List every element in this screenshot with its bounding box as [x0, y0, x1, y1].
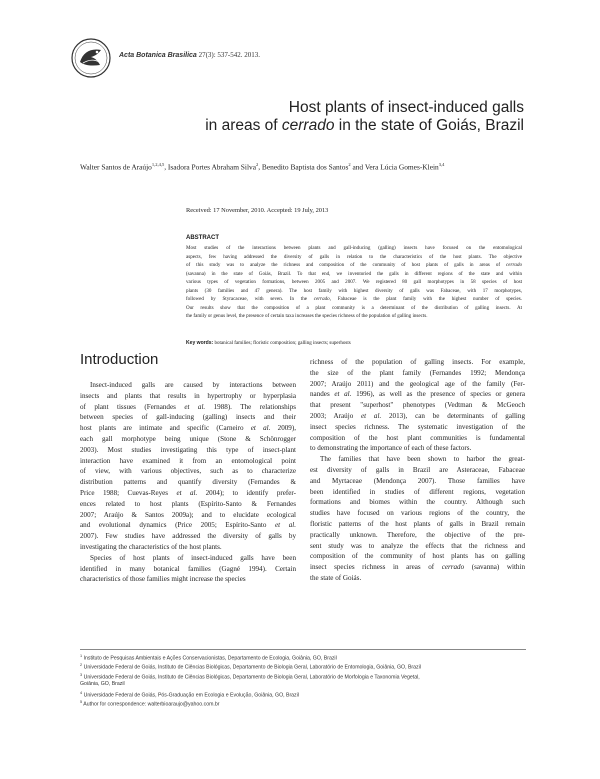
abstract-line: Our results show that the composition of a plant community is a determinant of the distribution of galling insects. At: [186, 304, 522, 311]
abstract-line: of this study was to analyze the richness and composition of the community of host plants of galls in areas of cerrado: [186, 262, 522, 268]
body-line: sent study was to analyze the effects that the richness and: [310, 541, 525, 550]
abstract-line: (savanna) in the state of Goiás, Brazil. To that end, we inventoried the galls in different regions of the state and within: [186, 270, 522, 277]
body-line: Species of host plants of insect-induced galls have been: [90, 553, 296, 562]
body-column-right: [310, 357, 525, 584]
abstract-line: Most studies of the interactions between plants and gall-inducing (galling) insects have focused on the entomological: [186, 245, 522, 251]
received-date: Received: 17 November, 2010. Accepted: 19 July, 2013: [186, 207, 329, 214]
abstract-line: plants (30 families and 47 genera). The host family with highest diversity of galls was Fabaceae, with 17 morphotypes,: [186, 287, 522, 294]
body-line: to demonstrating the importance of each of these factors.: [310, 444, 472, 453]
body-line: interaction have examined it from an entomological point: [80, 456, 296, 465]
title-line-2: in areas of cerrado in the state of Goiás, Brazil: [205, 117, 524, 134]
body-line: studies have focused on various regions of the country, the: [310, 509, 525, 518]
journal-logo: [71, 38, 111, 78]
body-line: 2007). Few studies have addressed the diversity of galls by: [80, 532, 296, 541]
body-line: between species of gall-inducing (galling) insects and their: [80, 413, 296, 422]
body-line: composition of the host plant communities is fundamental: [310, 433, 525, 442]
body-line: host plants are intimate and specific (Carneiro et al. 2009),: [80, 424, 296, 433]
body-line: formations and biomes within the country. Although such: [310, 498, 525, 507]
body-line: characteristics of those families might increase the species: [80, 575, 246, 584]
body-line: floristic patterns of the host plants of galls in Brazil remain: [310, 519, 525, 528]
abstract-line: aspects, few having addressed the diversity of galls in relation to the characteristics of the host plants. The objective: [186, 253, 522, 260]
body-line: identified in many botanical families (Gagné 1994). Certain: [80, 564, 296, 573]
body-line: est diversity of galls in Brazil are Asteraceae, Fabaceae: [310, 465, 525, 474]
body-line: that present "superhost" phenotypes (Vedtman & McGeoch: [310, 401, 525, 410]
body-line: 2007; Araújo & Santos 2009a); and to elucidate ecological: [80, 510, 296, 519]
body-line: insects and plants that results in hypertrophy or hyperplasia: [80, 391, 296, 400]
body-line: ences related to host plants (Espírito-Santo & Fernandes: [80, 499, 296, 508]
abstract-body: [186, 244, 522, 321]
abstract-line: the family or genus level, the presence of certain taxa increases the species richness of the population of galling insects.: [186, 313, 428, 319]
keywords-label: Key words:: [186, 340, 214, 346]
body-line: nandes et al. 1996), as well as the presence of species or genera: [310, 390, 525, 399]
body-line: 2003). Most studies investigating this type of insect-plant: [80, 445, 296, 454]
body-line: distribution patterns and quantify diversity (Fernandes &: [80, 478, 296, 487]
abstract-heading: ABSTRACT: [186, 235, 219, 241]
article-title: [205, 99, 524, 135]
keywords-text: botanical families; floristic composition; galling insects; superhosts: [213, 340, 351, 346]
keywords: [186, 340, 351, 346]
body-line: 2007; Araújo 2011) and the geological age of the family (Fer-: [310, 379, 525, 388]
footnote: $^3$ Universidade Federal de Goiás, Instituto de Ciências Biológicas, Departamento de Biologia Geral, Laboratório de Morfologia e Taxonomia Vegetal,: [80, 672, 420, 681]
body-line: and Myrtaceae (Mendonça 2007). Those families have: [310, 476, 525, 485]
footnote-divider: [80, 649, 526, 650]
title-line-1: Host plants of insect-induced galls: [288, 99, 524, 116]
section-heading-introduction: Introduction: [80, 351, 159, 368]
body-line: each gall morphotype being unique (Stone & Schönrogger: [80, 434, 296, 443]
body-line: Price 1988; Cuevas-Reyes et al. 2004); to identify prefer-: [80, 488, 296, 497]
body-line: the state of Goiás.: [310, 573, 362, 582]
body-line: investigating the characteristics of the host plants.: [80, 542, 222, 551]
footnote: $^4$ Universidade Federal de Goiás, Pós-Graduação em Ecologia e Evolução, Goiânia, GO, Brazil: [80, 691, 299, 699]
footnotes: [80, 652, 421, 708]
journal-name: Acta Botanica Brasilica: [119, 52, 197, 59]
body-line: and evolutional dynamics (Price 2005; Espírito-Santo et al.: [80, 521, 296, 530]
body-line: the size of the plant family (Fernandes 1992; Mendonça: [310, 368, 525, 377]
abstract-line: various types of vegetation formations, between 2005 and 2007. We registered 80 gall morphotypes in 58 species of host: [186, 279, 522, 285]
body-line: 2003; Araújo et al. 2013), can be determinants of galling: [310, 411, 525, 420]
footnote: $^5$ Author for correspondence: walterbioaraujo@yahoo.com.br: [80, 700, 220, 709]
body-line: insect species richness. The systematic investigation of the: [310, 422, 525, 431]
footnote: $^1$ Instituto de Pesquisas Ambientais e Ações Conservacionistas, Departamento de Ecologia, Goiânia, GO, Brazil: [80, 654, 337, 662]
footnote: $^2$ Universidade Federal de Goiás, Instituto de Ciências Biológicas, Departamento de Biologia Geral, Laboratório de Entomologia, Goiânia, GO, Brazil: [80, 663, 421, 672]
journal-citation: [119, 51, 260, 59]
body-line: of view, with various objectives, such as to characterize: [80, 467, 296, 476]
journal-volume: 27(3): 537-542. 2013.: [196, 51, 261, 59]
footnote: Goiânia, GO, Brazil: [80, 680, 125, 687]
author-list: Walter Santos de Araújo$^{1,2,4,5}$, Isadora Portes Abraham Silva$^2$, Benedito Baptista dos Santos$^2$ and Vera Lúcia Gomes-Klein$^{3,4}$: [80, 162, 445, 172]
body-line: practically unknown. Therefore, the objective of the pre-: [310, 530, 525, 539]
body-line: richness of the population of galling insects. For example,: [310, 358, 525, 366]
body-line: insect species richness in areas of cerrado (savanna) within: [310, 563, 525, 572]
abstract-line: followed by Styracaceae, with seven. In the cerrado, Fabaceae is the plant family with the highest number of species.: [186, 296, 522, 302]
body-line: been identified in studies of different regions, vegetation: [310, 487, 525, 496]
body-column-left: [80, 380, 296, 585]
body-line: composition of the community of host plants has on galling: [310, 552, 525, 561]
body-line: The families that have been shown to harbor the great-: [320, 455, 525, 464]
body-line: of plant tissues (Fernandes et al. 1988). The relationships: [80, 402, 296, 411]
body-line: Insect-induced galls are caused by interactions between: [90, 381, 296, 389]
